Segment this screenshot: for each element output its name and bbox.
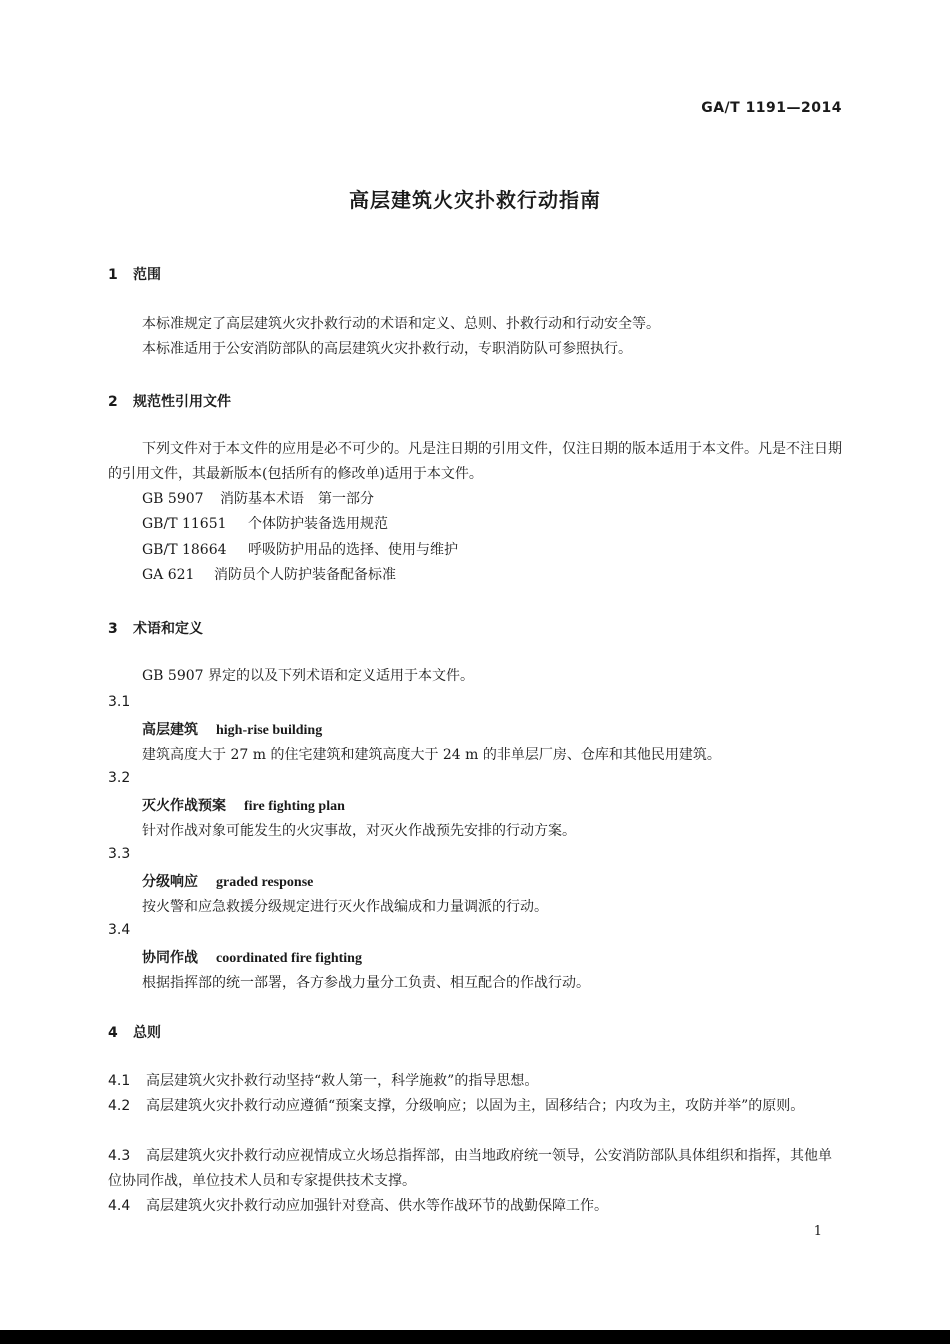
normative-reference: [142, 564, 396, 584]
normative-reference: [142, 488, 374, 508]
section-title: 总则: [133, 1025, 161, 1041]
clause-text: 高层建筑火灾扑救行动坚持“救人第一，科学施救”的指导思想。: [146, 1073, 539, 1089]
section-3-heading: [108, 618, 203, 638]
clause-number: 4.2: [108, 1098, 131, 1114]
paragraph: GB 5907 界定的以及下列术语和定义适用于本文件。: [142, 668, 474, 684]
term-entry: [142, 947, 362, 967]
term-en: high-rise building: [216, 723, 323, 738]
section-1-heading: [108, 264, 161, 284]
section-number: 2: [108, 394, 118, 410]
term-number: 3.3: [108, 846, 131, 862]
ref-name: 个体防护装备选用规范: [248, 516, 388, 532]
section-4-heading: [108, 1022, 161, 1042]
clause-number: 4.1: [108, 1073, 131, 1089]
section-title: 术语和定义: [133, 621, 203, 637]
term-zh: 高层建筑: [142, 722, 198, 738]
clause: [108, 1194, 844, 1219]
section-number: 1: [108, 267, 118, 283]
term-en: fire fighting plan: [244, 799, 345, 814]
term-number: 3.1: [108, 694, 131, 710]
clause-text: 高层建筑火灾扑救行动应加强针对登高、供水等作战环节的战勤保障工作。: [146, 1198, 608, 1214]
clause-number: 4.3: [108, 1148, 131, 1164]
normative-reference: [142, 539, 458, 559]
clause-text: 高层建筑火灾扑救行动应遵循“预案支撑，分级响应；以固为主，固移结合；内攻为主，攻防并举”的原则。: [146, 1098, 805, 1114]
term-definition: 根据指挥部的统一部署，各方参战力量分工负责、相互配合的作战行动。: [142, 975, 590, 991]
ref-code: GA 621: [142, 567, 195, 583]
ref-code: GB/T 18664: [142, 542, 227, 558]
term-en: coordinated fire fighting: [216, 951, 362, 966]
term-zh: 协同作战: [142, 950, 198, 966]
ref-name: 呼吸防护用品的选择、使用与维护: [248, 542, 458, 558]
term-entry: [142, 719, 322, 739]
term-entry: [142, 795, 345, 815]
term-definition: 按火警和应急救援分级规定进行灭火作战编成和力量调派的行动。: [142, 899, 548, 915]
standard-code: GA/T 1191—2014: [701, 100, 842, 116]
term-number: 3.4: [108, 922, 131, 938]
term-en: graded response: [216, 875, 314, 890]
ref-code: GB 5907: [142, 491, 204, 507]
clause: [108, 1069, 844, 1094]
term-definition: 针对作战对象可能发生的火灾事故，对灭火作战预先安排的行动方案。: [142, 823, 576, 839]
ref-name: 消防基本术语 第一部分: [220, 491, 374, 507]
document-title: 高层建筑火灾扑救行动指南: [349, 188, 601, 212]
ref-code: GB/T 11651: [142, 516, 227, 532]
section-title: 规范性引用文件: [133, 394, 231, 410]
normative-reference: [142, 513, 388, 533]
clause-text: 高层建筑火灾扑救行动应视情成立火场总指挥部，由当地政府统一领导，公安消防部队具体组织和指挥，其他单位协同作战，单位技术人员和专家提供技术支撑。: [108, 1148, 832, 1189]
term-number: 3.2: [108, 770, 131, 786]
term-entry: [142, 871, 313, 891]
clause: [108, 1094, 844, 1119]
page-number: 1: [813, 1224, 822, 1239]
section-title: 范围: [133, 267, 161, 283]
clause: [108, 1144, 844, 1194]
clause-number: 4.4: [108, 1198, 131, 1214]
term-definition: 建筑高度大于 27 m 的住宅建筑和建筑高度大于 24 m 的非单层厂房、仓库和其他民用建筑。: [142, 747, 721, 763]
section-number: 4: [108, 1025, 118, 1041]
section-number: 3: [108, 621, 118, 637]
term-zh: 分级响应: [142, 874, 198, 890]
ref-name: 消防员个人防护装备配备标准: [214, 567, 396, 583]
paragraph: 本标准适用于公安消防部队的高层建筑火灾扑救行动，专职消防队可参照执行。: [142, 341, 632, 357]
section-2-heading: [108, 391, 231, 411]
paragraph: 下列文件对于本文件的应用是必不可少的。凡是注日期的引用文件，仅注日期的版本适用于本文件。凡是不注日期的引用文件，其最新版本(包括所有的修改单)适用于本文件。: [108, 441, 842, 482]
term-zh: 灭火作战预案: [142, 798, 226, 814]
scan-edge: [0, 1330, 950, 1344]
paragraph: 本标准规定了高层建筑火灾扑救行动的术语和定义、总则、扑救行动和行动安全等。: [142, 316, 660, 332]
